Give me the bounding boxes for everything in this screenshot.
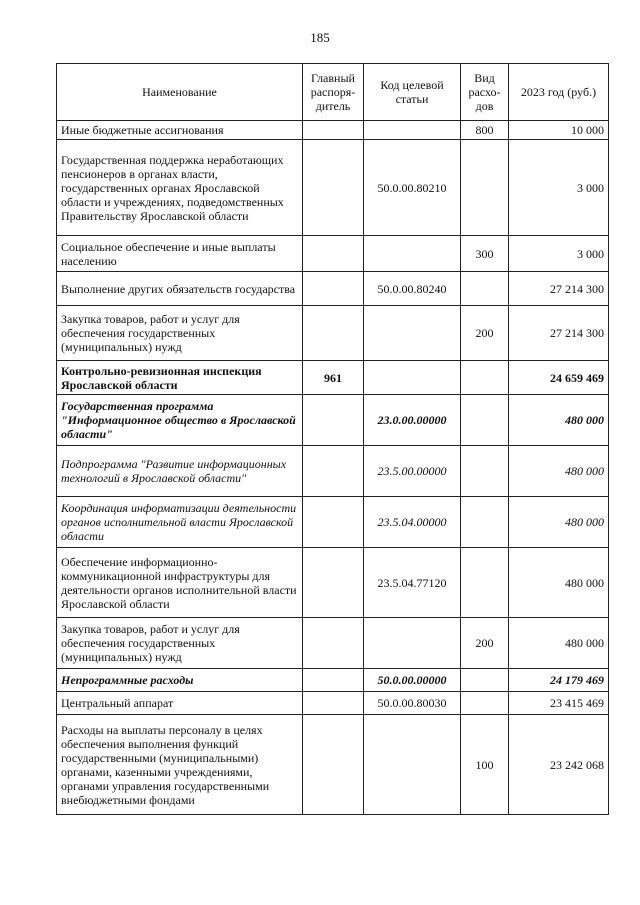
row-name: Контрольно-ревизионная инспекция Ярославской области — [57, 361, 303, 395]
row-name: Центральный аппарат — [57, 692, 303, 715]
header-code: Код целевой статьи — [364, 64, 461, 121]
row-manager — [303, 121, 364, 140]
row-amount: 27 214 300 — [509, 306, 609, 361]
row-code: 23.5.04.00000 — [364, 497, 461, 548]
row-manager — [303, 692, 364, 715]
row-manager — [303, 236, 364, 272]
row-code — [364, 715, 461, 815]
row-type: 100 — [461, 715, 509, 815]
page-number: 185 — [310, 30, 330, 45]
row-manager — [303, 272, 364, 306]
row-amount: 24 179 469 — [509, 669, 609, 692]
row-name: Закупка товаров, работ и услуг для обеспечения государственных (муниципальных) нужд — [57, 306, 303, 361]
row-code: 23.0.00.00000 — [364, 395, 461, 446]
row-type — [461, 395, 509, 446]
row-amount: 480 000 — [509, 618, 609, 669]
table-header-row — [57, 64, 609, 121]
row-type — [461, 692, 509, 715]
table-row — [57, 306, 609, 361]
row-manager — [303, 306, 364, 361]
row-manager — [303, 497, 364, 548]
row-amount: 23 242 068 — [509, 715, 609, 815]
table-row — [57, 140, 609, 236]
row-amount: 480 000 — [509, 395, 609, 446]
row-amount: 480 000 — [509, 446, 609, 497]
budget-table — [56, 63, 609, 815]
row-code: 23.5.04.77120 — [364, 548, 461, 618]
row-type — [461, 140, 509, 236]
table-row — [57, 548, 609, 618]
table-row — [57, 692, 609, 715]
row-name: Закупка товаров, работ и услуг для обеспечения государственных (муниципальных) нужд — [57, 618, 303, 669]
header-name: Наименование — [57, 64, 303, 121]
row-code — [364, 618, 461, 669]
row-name: Расходы на выплаты персоналу в целях обеспечения выполнения функций государственными (муниципальными) органами, казенными учреждениями, органами управления государственными внебюджетными фондами — [57, 715, 303, 815]
row-name: Обеспечение информационно-коммуникационной инфраструктуры для деятельности органов исполнительной власти Ярославской области — [57, 548, 303, 618]
table-body — [57, 121, 609, 815]
table-row — [57, 121, 609, 140]
row-name: Выполнение других обязательств государства — [57, 272, 303, 306]
row-type: 200 — [461, 306, 509, 361]
row-amount: 480 000 — [509, 497, 609, 548]
row-type — [461, 361, 509, 395]
table-row — [57, 446, 609, 497]
row-code — [364, 121, 461, 140]
row-type: 800 — [461, 121, 509, 140]
row-manager — [303, 446, 364, 497]
table-row — [57, 618, 609, 669]
header-amount: 2023 год (руб.) — [509, 64, 609, 121]
row-amount: 480 000 — [509, 548, 609, 618]
row-name: Непрограммные расходы — [57, 669, 303, 692]
row-code: 23.5.00.00000 — [364, 446, 461, 497]
table-row — [57, 669, 609, 692]
row-amount: 3 000 — [509, 236, 609, 272]
row-code — [364, 361, 461, 395]
row-manager — [303, 618, 364, 669]
row-name: Иные бюджетные ассигнования — [57, 121, 303, 140]
row-manager — [303, 669, 364, 692]
header-type: Вид расхо-дов — [461, 64, 509, 121]
table-row — [57, 395, 609, 446]
row-type — [461, 497, 509, 548]
row-manager — [303, 395, 364, 446]
row-code: 50.0.00.80240 — [364, 272, 461, 306]
row-amount: 23 415 469 — [509, 692, 609, 715]
row-type: 200 — [461, 618, 509, 669]
row-amount: 27 214 300 — [509, 272, 609, 306]
table-row — [57, 715, 609, 815]
row-code: 50.0.00.00000 — [364, 669, 461, 692]
table-row — [57, 497, 609, 548]
row-name: Государственная программа "Информационное общество в Ярославской области" — [57, 395, 303, 446]
row-code — [364, 236, 461, 272]
table-row — [57, 361, 609, 395]
header-manager: Главный распоря-дитель — [303, 64, 364, 121]
row-type: 300 — [461, 236, 509, 272]
row-amount: 3 000 — [509, 140, 609, 236]
row-type — [461, 446, 509, 497]
row-name: Социальное обеспечение и иные выплаты населению — [57, 236, 303, 272]
row-manager — [303, 548, 364, 618]
row-amount: 10 000 — [509, 121, 609, 140]
row-name: Подпрограмма "Развитие информационных технологий в Ярославской области" — [57, 446, 303, 497]
row-code — [364, 306, 461, 361]
row-manager — [303, 715, 364, 815]
row-type — [461, 669, 509, 692]
row-manager — [303, 140, 364, 236]
row-manager: 961 — [303, 361, 364, 395]
row-type — [461, 272, 509, 306]
row-name: Координация информатизации деятельности органов исполнительной власти Ярославской области — [57, 497, 303, 548]
table-row — [57, 236, 609, 272]
row-code: 50.0.00.80210 — [364, 140, 461, 236]
row-type — [461, 548, 509, 618]
table-row — [57, 272, 609, 306]
row-amount: 24 659 469 — [509, 361, 609, 395]
row-name: Государственная поддержка неработающих пенсионеров в органах власти, государственных органах Ярославской области и учреждениях, подведомственных Правительству Ярославской области — [57, 140, 303, 236]
row-code: 50.0.00.80030 — [364, 692, 461, 715]
